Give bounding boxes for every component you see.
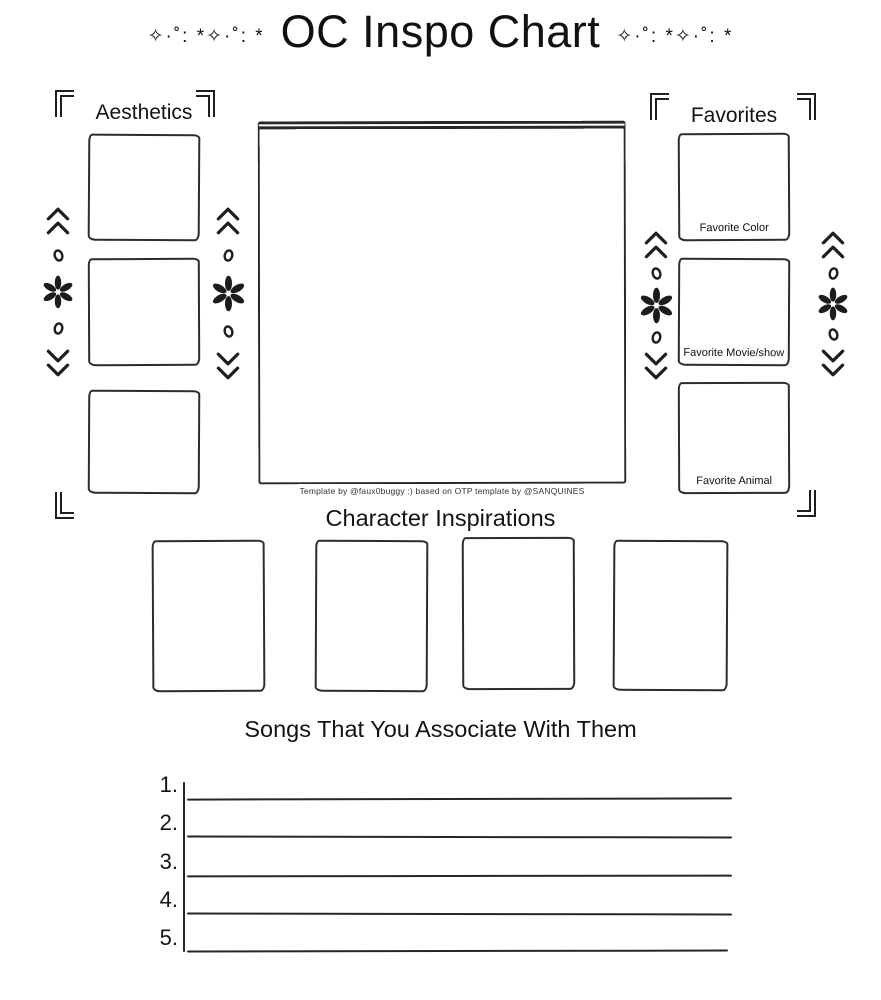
chevron-double-down-icon	[820, 348, 846, 378]
circle-icon	[825, 325, 842, 343]
song-line-1[interactable]	[187, 797, 732, 800]
chevron-double-down-icon	[215, 351, 241, 381]
circle-icon	[50, 320, 66, 338]
song-number-2: 2.	[159, 810, 178, 835]
corner-bracket-favorites-tr	[797, 93, 816, 120]
chevron-double-up-icon	[215, 206, 241, 236]
character-inspiration-box-2[interactable]	[315, 540, 429, 692]
songs-left-rule	[183, 782, 185, 952]
song-line-4[interactable]	[187, 913, 732, 916]
chevron-double-up-icon	[820, 230, 846, 260]
main-character-box[interactable]	[258, 121, 627, 485]
sparkle-decor-right: ✧·˚: *✧·˚: *	[616, 25, 734, 47]
ornament-column-inner-left	[209, 206, 247, 381]
favorite-animal-box[interactable]	[678, 382, 790, 494]
favorite-color-label: Favorite Color	[699, 221, 769, 235]
ornament-column-outer-left	[39, 206, 77, 378]
circle-icon	[220, 322, 237, 340]
song-number-4: 4.	[159, 887, 178, 912]
circle-icon	[825, 265, 841, 283]
aesthetics-box-1[interactable]	[88, 134, 201, 242]
corner-bracket-aesthetics-tl	[55, 90, 74, 117]
aesthetics-heading: Aesthetics	[95, 101, 193, 124]
favorite-movie-show-box[interactable]	[678, 258, 790, 366]
chevron-double-down-icon	[643, 351, 669, 381]
flower-asterisk-icon	[210, 275, 247, 312]
favorites-heading: Favorites	[690, 104, 778, 127]
song-number-5: 5.	[159, 925, 178, 950]
flower-asterisk-icon	[816, 287, 850, 321]
favorite-color-box[interactable]	[678, 133, 791, 242]
circle-icon	[648, 329, 664, 347]
favorite-animal-label: Favorite Animal	[696, 474, 773, 488]
song-line-2[interactable]	[187, 836, 732, 839]
page-title-row	[0, 6, 881, 58]
chevron-double-up-icon	[45, 206, 71, 236]
song-line-3[interactable]	[187, 875, 732, 878]
character-inspiration-box-1[interactable]	[152, 540, 266, 693]
song-line-5[interactable]	[187, 950, 728, 953]
ornament-column-inner-right	[637, 230, 675, 381]
songs-heading: Songs That You Associate With Them	[244, 716, 637, 742]
character-inspiration-box-3[interactable]	[462, 537, 576, 690]
song-number-1: 1.	[159, 772, 178, 797]
circle-icon	[648, 264, 665, 282]
character-inspirations-heading: Character Inspirations	[325, 505, 556, 531]
aesthetics-box-2[interactable]	[88, 258, 200, 366]
template-credit: Template by @faux0buggy :) based on OTP template by @SANQUINES	[299, 486, 585, 496]
flower-asterisk-icon	[638, 287, 675, 324]
chevron-double-up-icon	[643, 230, 669, 260]
chevron-double-down-icon	[45, 348, 71, 378]
sparkle-decor-left: ✧·˚: *✧·˚: *	[147, 25, 265, 47]
corner-bracket-favorites-tl	[650, 93, 669, 120]
circle-icon	[220, 247, 236, 265]
circle-icon	[50, 246, 67, 264]
favorite-movie-show-label: Favorite Movie/show	[683, 346, 785, 360]
page-title: OC Inspo Chart	[280, 6, 601, 57]
flower-asterisk-icon	[41, 275, 75, 309]
aesthetics-box-3[interactable]	[88, 390, 201, 495]
song-number-3: 3.	[159, 849, 178, 874]
character-inspiration-box-4[interactable]	[613, 540, 729, 692]
ornament-column-outer-right	[814, 230, 852, 378]
